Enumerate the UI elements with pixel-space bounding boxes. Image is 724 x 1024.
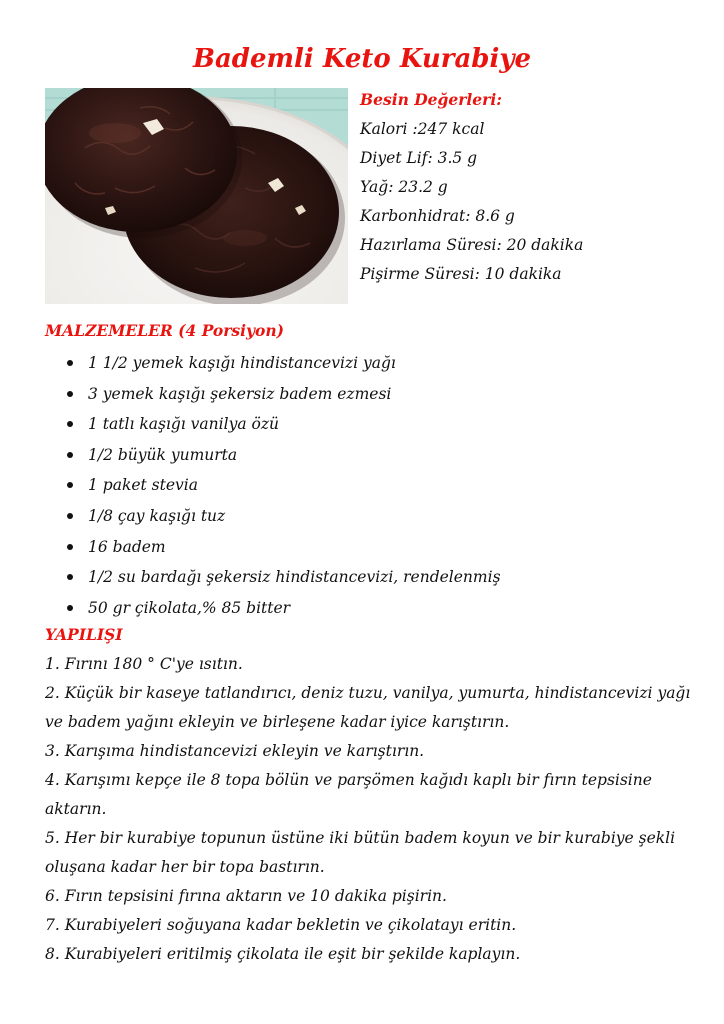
bullet-icon — [67, 452, 73, 458]
bullet-icon — [67, 513, 73, 519]
method-step: 1. Fırını 180 ° C'ye ısıtın. — [45, 655, 243, 673]
ingredient-item — [45, 593, 685, 624]
ingredient-item — [45, 440, 685, 471]
bullet-icon — [67, 391, 73, 397]
method-step: 6. Fırın tepsisini fırına aktarın ve 10 dakika pişirin. — [45, 887, 447, 905]
bullet-icon — [67, 574, 73, 580]
nutrition-panel — [360, 88, 700, 291]
method-step: 2. Küçük bir kaseye tatlandırıcı, deniz tuzu, vanilya, yumurta, hindistancevizi yağı ve badem yağını ekleyin ve birleşene kadar iyice karıştırın. — [45, 684, 691, 731]
method-step: 7. Kurabiyeleri soğuyana kadar bekletin ve çikolatayı eritin. — [45, 916, 517, 934]
ingredient-text: 16 badem — [88, 537, 166, 556]
ingredient-text: 1 1/2 yemek kaşığı hindistancevizi yağı — [88, 354, 396, 372]
ingredient-item — [45, 501, 685, 532]
ingredient-item — [45, 470, 685, 501]
method-step: 4. Karışımı kepçe ile 8 topa bölün ve parşömen kağıdı kaplı bir fırın tepsisine aktarın. — [45, 771, 652, 818]
ingredient-item — [45, 379, 685, 410]
recipe-title: Bademli Keto Kurabiye — [192, 44, 531, 74]
ingredient-item — [45, 562, 685, 593]
ingredient-text: 3 yemek kaşığı şekersiz badem ezmesi — [88, 384, 392, 403]
bullet-icon — [67, 482, 73, 488]
bullet-icon — [67, 421, 73, 427]
ingredient-item — [45, 409, 685, 440]
ingredient-text: 1/2 büyük yumurta — [88, 445, 238, 464]
nutrition-calories: Kalori :247 kcal — [360, 120, 485, 138]
nutrition-prep-time: Hazırlama Süresi: 20 dakika — [360, 236, 584, 254]
bullet-icon — [67, 544, 73, 550]
ingredient-text: 1/2 su bardağı şekersiz hindistancevizi, rendelenmiş — [88, 568, 501, 587]
nutrition-heading: Besin Değerleri: — [360, 90, 502, 109]
method-steps — [45, 650, 695, 969]
ingredient-text: 50 gr çikolata,% 85 bitter — [88, 598, 291, 617]
ingredient-item — [45, 532, 685, 563]
cookies-photo — [45, 88, 348, 304]
nutrition-fat: Yağ: 23.2 g — [360, 178, 448, 196]
nutrition-cook-time: Pişirme Süresi: 10 dakika — [360, 265, 562, 283]
ingredients-heading: MALZEMELER (4 Porsiyon) — [45, 321, 284, 340]
nutrition-carbs: Karbonhidrat: 8.6 g — [360, 207, 515, 225]
method-step: 8. Kurabiyeleri eritilmiş çikolata ile eşit bir şekilde kaplayın. — [45, 945, 521, 963]
bullet-icon — [67, 360, 73, 366]
ingredient-text: 1 tatlı kaşığı vanilya özü — [88, 415, 279, 434]
ingredient-text: 1/8 çay kaşığı tuz — [88, 506, 226, 525]
method-step: 5. Her bir kurabiye topunun üstüne iki bütün badem koyun ve bir kurabiye şekli oluşana kadar her bir topa bastırın. — [45, 829, 676, 876]
bullet-icon — [67, 605, 73, 611]
ingredient-text: 1 paket stevia — [88, 476, 198, 495]
ingredients-list — [45, 348, 685, 623]
method-step: 3. Karışıma hindistancevizi ekleyin ve karıştırın. — [45, 742, 425, 760]
method-heading: YAPILIŞI — [45, 625, 123, 644]
nutrition-fiber: Diyet Lif: 3.5 g — [360, 149, 478, 167]
ingredient-item — [45, 348, 685, 379]
